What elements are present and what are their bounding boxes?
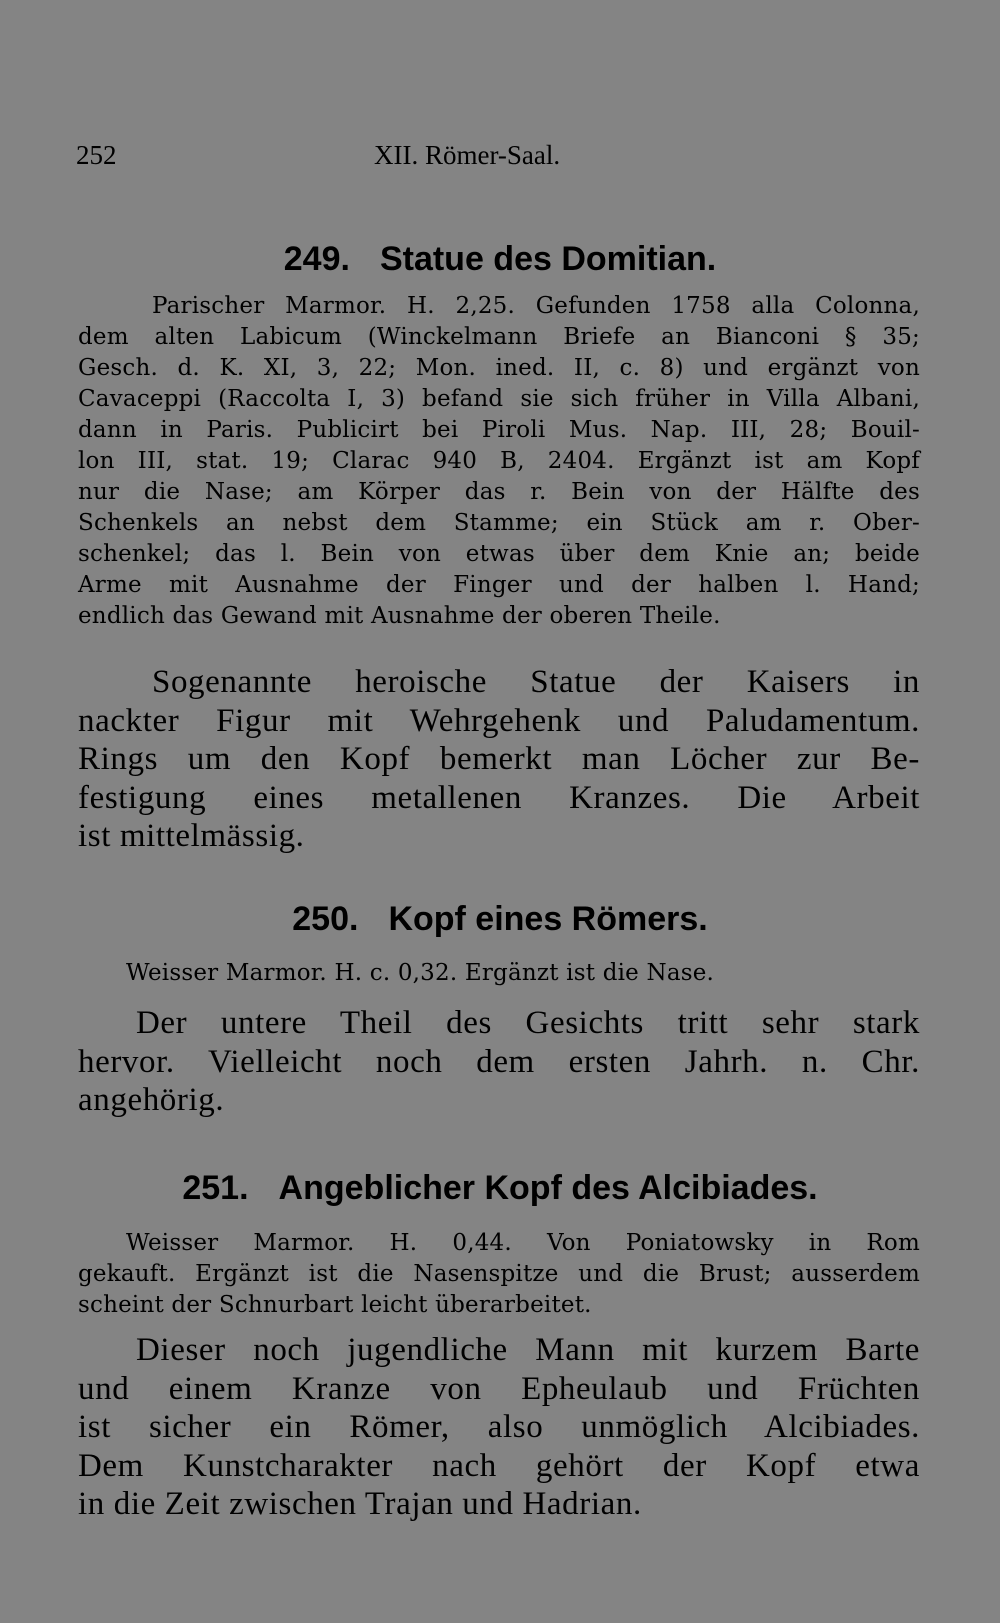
page-number: 252 — [76, 140, 117, 170]
provenance-line: dem alten Labicum (Winckelmann Briefe an Bianconi § 35; — [78, 324, 920, 350]
provenance-line: Arme mit Ausnahme der Finger und der halben l. Hand; — [78, 572, 920, 598]
provenance-line: scheint der Schnurbart leicht überarbeitet. — [78, 1292, 592, 1318]
entry-251-description — [78, 1331, 920, 1524]
provenance-line: schenkel; das l. Bein von etwas über dem Knie an; beide — [78, 541, 920, 567]
provenance-line: Schenkels an nebst dem Stamme; ein Stück am r. Ober- — [78, 510, 920, 536]
entry-249-title — [0, 237, 1000, 281]
provenance-line: dann in Paris. Publicirt bei Piroli Mus. Nap. III, 28; Bouil- — [78, 417, 920, 443]
description-line: festigung eines metallenen Kranzes. Die Arbeit — [78, 779, 920, 816]
entry-250-description — [78, 1004, 920, 1120]
entry-249-description — [78, 663, 920, 856]
provenance-line: Weisser Marmor. H. 0,44. Von Poniatowsky in Rom — [126, 1230, 920, 1256]
description-line: in die Zeit zwischen Trajan und Hadrian. — [78, 1486, 642, 1522]
description-line: ist mittelmässig. — [78, 818, 305, 854]
description-line: ist sicher ein Römer, also unmöglich Alcibiades. — [78, 1409, 920, 1445]
provenance-line: endlich das Gewand mit Ausnahme der oberen Theile. — [78, 603, 721, 629]
description-line: Sogenannte heroische Statue der Kaisers in — [152, 664, 920, 700]
chapter-heading: XII. Römer-Saal. — [374, 140, 561, 170]
provenance-line: lon III, stat. 19; Clarac 940 B, 2404. Ergänzt ist am Kopf — [78, 448, 920, 474]
entry-249-provenance — [78, 291, 920, 632]
entry-title-text: Statue des Domitian. — [379, 240, 717, 278]
description-line: und einem Kranze von Epheulaub und Früchten — [78, 1370, 920, 1407]
running-head — [76, 135, 922, 175]
entry-title-text: Angeblicher Kopf des Alcibiades. — [278, 1169, 818, 1207]
entry-number: 251. — [182, 1169, 249, 1207]
entry-250-provenance — [78, 958, 920, 989]
entry-title-text: Kopf eines Römers. — [388, 900, 708, 938]
description-line: Dem Kunstcharakter nach gehört der Kopf etwa — [78, 1447, 920, 1484]
entry-251-provenance — [78, 1228, 920, 1321]
description-line: angehörig. — [78, 1082, 225, 1118]
provenance-line: Cavaceppi (Raccolta I, 3) befand sie sich früher in Villa Albani, — [78, 386, 920, 412]
provenance-line: Parischer Marmor. H. 2,25. Gefunden 1758 alla Colonna, — [152, 293, 920, 319]
provenance-line: gekauft. Ergänzt ist die Nasenspitze und die Brust; ausserdem — [78, 1261, 920, 1287]
description-line: Dieser noch jugendliche Mann mit kurzem Barte — [136, 1332, 920, 1368]
entry-number: 249. — [283, 240, 350, 278]
entry-250-title — [0, 897, 1000, 941]
description-line: Der untere Theil des Gesichts tritt sehr stark — [136, 1005, 920, 1041]
provenance-line: nur die Nase; am Körper das r. Bein von der Hälfte des — [78, 479, 920, 505]
description-line: Rings um den Kopf bemerkt man Löcher zur Be- — [78, 741, 920, 777]
provenance-line: Gesch. d. K. XI, 3, 22; Mon. ined. II, c. 8) und ergänzt von — [78, 355, 920, 381]
provenance-line: Weisser Marmor. H. c. 0,32. Ergänzt ist die Nase. — [126, 960, 715, 986]
description-line: nackter Figur mit Wehrgehenk und Paludamentum. — [78, 702, 920, 739]
entry-number: 250. — [292, 900, 359, 938]
description-line: hervor. Vielleicht noch dem ersten Jahrh. n. Chr. — [78, 1043, 920, 1080]
entry-251-title — [0, 1166, 1000, 1210]
